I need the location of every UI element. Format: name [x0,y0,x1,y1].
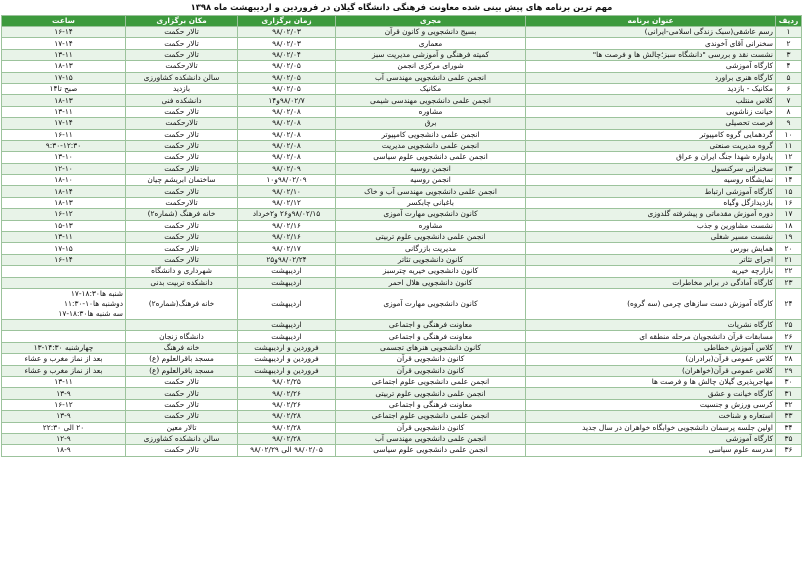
cell-title: رسم عاشقی(سبک زندگی اسلامی-ایرانی) [526,27,776,38]
cell-time: ۱۶-۱۲ [2,209,126,220]
cell-num: ۱۴ [776,175,802,186]
cell-title: نشست نقد و بررسی "دانشگاه سبز؛چالش ها و فرصت ها" [526,49,776,60]
cell-title: مهاجرپذیری گیلان چالش ها و فرصت ها [526,376,776,387]
cell-num: ۳۲ [776,399,802,410]
cell-time: ۱۷-۱۵ [2,72,126,83]
cell-place: تالار حکمت [126,49,238,60]
cell-title: کلاس عمومی قرآن(برادران) [526,354,776,365]
table-row [2,163,802,174]
cell-place: مسجد باقرالعلوم (ع) [126,354,238,365]
table-row [2,433,802,444]
cell-place: تالار حکمت [126,243,238,254]
cell-date: ۹۸/۰۲/۰۵ الی ۹۸/۰۲/۲۹ [238,445,336,456]
header-title: عنوان برنامه [526,16,776,27]
cell-title: اجرای تئاتر [526,254,776,265]
cell-organizer: کانون دانشجویی تئاتر [336,254,526,265]
cell-time: ۱۷-۱۵ [2,243,126,254]
cell-place: سالن دانشکده کشاورزی [126,433,238,444]
cell-place: خانه فرهنگ(شماره۲) [126,288,238,319]
cell-organizer: کمیته فرهنگی و آموزشی مدیریت سبز [336,49,526,60]
cell-title: نمایشگاه روسیه [526,175,776,186]
table-row [2,209,802,220]
cell-time: ۱۳-۹ [2,388,126,399]
cell-place: بازدید [126,83,238,94]
cell-organizer: انجمن علمی دانشجویی مهندسی شیمی [336,95,526,106]
cell-time: ۱۸-۱۳ [2,61,126,72]
cell-date: فروردین و اردیبهشت [238,342,336,353]
cell-num: ۳ [776,49,802,60]
cell-title: کارگاه آمادگی در برابر مخاطرات [526,277,776,288]
cell-num: ۱۰ [776,129,802,140]
cell-title: نشست مشاورین و جذب [526,220,776,231]
cell-organizer: کانون دانشجویی مهارت آموزی [336,288,526,319]
cell-time: ۹:۳۰-۱۲:۳۰ [2,140,126,151]
cell-organizer: معاونت فرهنگی و اجتماعی [336,319,526,330]
cell-title: اولین جلسه پرسمان دانشجویی خوابگاه خواهران در سال جدید [526,422,776,433]
cell-organizer: معاونت فرهنگی و اجتماعی [336,399,526,410]
cell-time: ۱۸-۱۴ [2,186,126,197]
cell-title: کرسی ورزش و جنسیت [526,399,776,410]
cell-title: گردهمایی گروه کامپیوتر [526,129,776,140]
cell-place: تالار حکمت [126,411,238,422]
cell-organizer: باغبانی چابکسر [336,197,526,208]
header-date: زمان برگزاری [238,16,336,27]
cell-num: ۳۱ [776,388,802,399]
cell-organizer: انجمن علمی دانشجویی علوم سیاسی [336,152,526,163]
cell-time: ۲۰ الی ۲۲:۳۰ [2,422,126,433]
table-row [2,354,802,365]
header-place: مکان برگزاری [126,16,238,27]
table-row [2,365,802,376]
cell-title: کارگاه نشریات [526,319,776,330]
cell-organizer: انجمن علمی دانشجویی مهندسی آب و خاک [336,186,526,197]
cell-date: ۹۸/۰۲/۰۸ [238,118,336,129]
table-row [2,399,802,410]
cell-num: ۲۳ [776,277,802,288]
cell-organizer: مدیریت بازرگانی [336,243,526,254]
header-time: ساعت [2,16,126,27]
cell-num: ۹ [776,118,802,129]
cell-place: تالار حکمت [126,376,238,387]
cell-time [2,319,126,330]
cell-date: ۹۸/۰۲/۰۸ [238,152,336,163]
cell-title: کلاس آموزش خطاطی [526,342,776,353]
cell-date: ۹۸/۰۲/۰۸ [238,129,336,140]
cell-organizer: برق [336,118,526,129]
cell-title: استعاره و شناخت [526,411,776,422]
cell-title: کارگاه هنری براورد [526,72,776,83]
cell-date: اردیبهشت [238,331,336,342]
cell-place: تالار حکمت [126,232,238,243]
table-row [2,27,802,38]
cell-place: تالار حکمت [126,152,238,163]
cell-date: ۹۸/۰۲/۱۵و۲۶ و۲خرداد [238,209,336,220]
table-row [2,331,802,342]
cell-time: بعد از نماز مغرب و عشاء [2,365,126,376]
cell-title: بازدیدازگل وگیاه [526,197,776,208]
cell-title: فرصت تحصیلی [526,118,776,129]
cell-organizer: انجمن علمی دانشجویی مهندسی آب [336,433,526,444]
cell-place: تالار حکمت [126,445,238,456]
cell-place: تالار حکمت [126,388,238,399]
cell-num: ۳۵ [776,433,802,444]
cell-place: تالار حکمت [126,163,238,174]
cell-num: ۵ [776,72,802,83]
cell-organizer: کانون دانشجویی مهارت آموزی [336,209,526,220]
cell-time: ۱۳-۱۱ [2,376,126,387]
cell-num: ۲۰ [776,243,802,254]
cell-title: کارگاه آموزش دست سازهای چرمی (سه گروه) [526,288,776,319]
cell-organizer: انجمن علمی دانشجویی علوم اجتماعی [336,376,526,387]
cell-num: ۱۱ [776,140,802,151]
table-row [2,61,802,72]
cell-date: فروردین و اردیبهشت [238,365,336,376]
cell-time-line: شنبه ها۱۸:۳۰-۱۷ [70,288,123,298]
cell-num: ۷ [776,95,802,106]
table-row [2,232,802,243]
cell-title: خیانت زناشویی [526,106,776,117]
cell-place: تالار حکمت [126,140,238,151]
cell-organizer: معاونت فرهنگی و اجتماعی [336,331,526,342]
table-row [2,140,802,151]
table-row [2,129,802,140]
cell-date: فروردین و اردیبهشت [238,354,336,365]
cell-title: کارگاه خیانت و عشق [526,388,776,399]
table-body [2,27,802,457]
table-row [2,175,802,186]
cell-date: ۹۸/۰۲/۲۴و۲۵ [238,254,336,265]
cell-time: ۱۶-۱۴ [2,254,126,265]
cell-time: ۱۳-۱۱ [2,232,126,243]
cell-organizer: انجمن علمی دانشجویی علوم سیاسی [336,445,526,456]
cell-num: ۲۱ [776,254,802,265]
cell-time [2,288,126,319]
cell-organizer: مشاوره [336,220,526,231]
cell-place: دانشگاه زنجان [126,331,238,342]
cell-place: تالار حکمت [126,186,238,197]
cell-date: ۹۸/۰۲/۰۴ [238,49,336,60]
cell-num: ۲۲ [776,266,802,277]
page-title: مهم ترین برنامه های پیش بینی شده معاونت فرهنگی دانشگاه گیلان در فروردین و اردیبهشت ماه ۱۳۹۸ [190,2,613,12]
table-row [2,197,802,208]
cell-title: کارگاه آموزشی ارتباط [526,186,776,197]
table-row [2,152,802,163]
cell-organizer: انجمن علمی دانشجویی علوم تربیتی [336,388,526,399]
table-row [2,422,802,433]
table-row [2,49,802,60]
cell-place: تالارحکمت [126,118,238,129]
cell-time [2,266,126,277]
cell-time: چهارشنبه ۱۴:۳۰-۱۳ [2,342,126,353]
cell-place: خانه فرهنگ [126,342,238,353]
cell-organizer: انجمن علمی دانشجویی مهندسی آب [336,72,526,83]
table-row [2,72,802,83]
table-row [2,445,802,456]
cell-date: ۹۸/۰۲/۲۸ [238,433,336,444]
cell-place: دانشکده فنی [126,95,238,106]
cell-time: ۱۷-۱۴ [2,38,126,49]
cell-organizer: انجمن روسیه [336,175,526,186]
cell-num: ۱۶ [776,197,802,208]
cell-time: ۱۷-۱۴ [2,118,126,129]
table-row [2,411,802,422]
cell-num: ۳۰ [776,376,802,387]
table-row [2,95,802,106]
cell-time: ۱۶-۱۴ [2,27,126,38]
cell-num: ۲۴ [776,288,802,319]
cell-place: خانه فرهنگ (شماره۲) [126,209,238,220]
table-row [2,118,802,129]
cell-num: ۸ [776,106,802,117]
cell-organizer: انجمن روسیه [336,163,526,174]
cell-date: ۹۸/۰۲/۰۵ [238,83,336,94]
cell-time: بعد از نماز مغرب و عشاء [2,354,126,365]
cell-date: ۹۸/۰۲/۰۵ [238,72,336,83]
cell-title: کلاس منتلب [526,95,776,106]
cell-num: ۲ [776,38,802,49]
table-row [2,288,802,319]
cell-date: ۹۸/۰۲/۰۳ [238,27,336,38]
cell-num: ۱۳ [776,163,802,174]
cell-place: تالار حکمت [126,38,238,49]
cell-date: ۹۸/۰۲/۲۸ [238,411,336,422]
cell-num: ۱۹ [776,232,802,243]
cell-place: تالار حکمت [126,129,238,140]
cell-date: ۹۸/۰۲/۲۶ [238,388,336,399]
cell-title: دوره آموزش مقدماتی و پیشرفته گلدوزی [526,209,776,220]
cell-time [2,277,126,288]
table-row [2,342,802,353]
cell-date: اردیبهشت [238,288,336,319]
cell-date: ۹۸/۰۲/۱۶ [238,232,336,243]
cell-organizer: کانون دانشجویی قرآن [336,365,526,376]
cell-num: ۳۴ [776,422,802,433]
cell-organizer: انجمن علمی دانشجویی علوم تربیتی [336,232,526,243]
cell-date: ۹۸/۰۲/۰۸ [238,106,336,117]
cell-date: اردیبهشت [238,277,336,288]
cell-time: ۱۳-۱۱ [2,106,126,117]
schedule-table [1,15,802,457]
cell-organizer: مکانیک [336,83,526,94]
cell-num: ۳۳ [776,411,802,422]
header-num: ردیف [776,16,802,27]
cell-organizer: بسیج دانشجویی و کانون قرآن [336,27,526,38]
cell-organizer: مشاوره [336,106,526,117]
cell-title: سخنرانی سرکنسول [526,163,776,174]
cell-time: ۱۲-۱۰ [2,163,126,174]
cell-time: ۱۲-۹ [2,433,126,444]
cell-date: ۹۸/۰۲/۰۸ [238,140,336,151]
cell-title: یادواره شهدا جنگ ایران و عراق [526,152,776,163]
cell-time: ۱۶-۱۱ [2,129,126,140]
cell-time-line: دوشنبه ها۱۰-۱۱:۳۰ [64,298,123,308]
cell-date: ۹۸/۰۲/۱۲ [238,197,336,208]
cell-place: تالار حکمت [126,106,238,117]
table-row [2,106,802,117]
table-row [2,220,802,231]
cell-time: ۱۶-۱۲ [2,399,126,410]
cell-organizer: کانون دانشجویی هنرهای تجسمی [336,342,526,353]
cell-num: ۲۹ [776,365,802,376]
cell-date: ۹۸/۰۲/۰۵ [238,61,336,72]
cell-date: ۹۸/۰۲/۲۸ [238,422,336,433]
cell-date: ۹۸/۰۲/۱۰ [238,186,336,197]
cell-organizer: انجمن علمی دانشجویی کامپیوتر [336,129,526,140]
cell-place [126,319,238,330]
cell-place: مسجد باقرالعلوم (ع) [126,365,238,376]
cell-date: ۹۸/۰۲/۱۶ [238,220,336,231]
cell-title: مدرسه علوم سیاسی [526,445,776,456]
cell-num: ۲۷ [776,342,802,353]
header-organizer: مجری [336,16,526,27]
cell-time: ۱۸-۱۳ [2,95,126,106]
cell-organizer: شورای مرکزی انجمن [336,61,526,72]
cell-num: ۴ [776,61,802,72]
cell-time: ۱۸-۱۳ [2,197,126,208]
table-row [2,243,802,254]
cell-num: ۳۶ [776,445,802,456]
cell-place: تالار معین [126,422,238,433]
cell-place: تالار حکمت [126,399,238,410]
cell-title: کارگاه آموزشی [526,433,776,444]
cell-organizer: کانون دانشجویی قرآن [336,354,526,365]
cell-place: دانشکده تربیت بدنی [126,277,238,288]
cell-place: ساختمان ابریشم چیان [126,175,238,186]
cell-date: ۹۸/۰۲/۰۹ [238,163,336,174]
cell-date: ۹۸/۰۲/۰۳ [238,38,336,49]
cell-place: تالار حکمت [126,220,238,231]
cell-title: مسابقات قرآن دانشجویان مرحله منطقه ای [526,331,776,342]
cell-title: سخنرانی آقای آخوندی [526,38,776,49]
cell-date: ۹۸/۰۲/۷و۱۴ [238,95,336,106]
cell-title: کارگاه آموزشی [526,61,776,72]
cell-organizer: انجمن علمی دانشجویی مدیریت [336,140,526,151]
cell-place: تالار حکمت [126,254,238,265]
cell-place: تالار حکمت [126,27,238,38]
cell-time: صبح تا۱۴ [2,83,126,94]
table-header-row [2,16,802,27]
table-row [2,83,802,94]
table-row [2,319,802,330]
cell-title: نشست مسیر شغلی [526,232,776,243]
cell-num: ۲۸ [776,354,802,365]
cell-organizer: کانون دانشجویی هلال احمر [336,277,526,288]
table-row [2,388,802,399]
cell-place: شهرداری و دانشگاه [126,266,238,277]
table-row [2,38,802,49]
cell-title: مکانیک - بازدید [526,83,776,94]
cell-organizer: کانون دانشجویی قرآن [336,422,526,433]
cell-time: ۱۳-۹ [2,411,126,422]
cell-place: تالارحکمت [126,197,238,208]
schedule-page [0,1,803,561]
cell-place: سالن دانشکده کشاورزی [126,72,238,83]
cell-place: تالارحکمت [126,61,238,72]
cell-date: ۹۸/۰۲/۱۷ [238,243,336,254]
cell-organizer: انجمن علمی دانشجویی علوم اجتماعی [336,411,526,422]
cell-num: ۱۲ [776,152,802,163]
cell-time: ۱۸-۹ [2,445,126,456]
cell-date: ۹۸/۰۲/۲۵ [238,376,336,387]
cell-title: کلاس عمومی قرآن(خواهران) [526,365,776,376]
cell-title: گروه مدیریت صنعتی [526,140,776,151]
cell-title: بازارچه خیریه [526,266,776,277]
cell-num: ۲۵ [776,319,802,330]
cell-time: ۱۳-۱۱ [2,49,126,60]
cell-time-line: سه شنبه ها۱۸:۳۰-۱۷ [58,308,123,318]
cell-organizer: کانون دانشجویی خیریه چترسبز [336,266,526,277]
cell-time: ۱۳-۱۰ [2,152,126,163]
table-row [2,376,802,387]
cell-num: ۱۵ [776,186,802,197]
cell-num: ۱ [776,27,802,38]
cell-num: ۶ [776,83,802,94]
cell-time [2,331,126,342]
cell-num: ۲۶ [776,331,802,342]
table-row [2,254,802,265]
table-row [2,266,802,277]
cell-date: اردیبهشت [238,319,336,330]
cell-date: ۹۸/۰۲/۰۹و۱۰ [238,175,336,186]
cell-time: ۱۸-۱۰ [2,175,126,186]
cell-num: ۱۷ [776,209,802,220]
cell-organizer: معماری [336,38,526,49]
table-row [2,186,802,197]
table-row [2,277,802,288]
cell-date: اردیبهشت [238,266,336,277]
cell-num: ۱۸ [776,220,802,231]
cell-title: همایش بورس [526,243,776,254]
cell-time: ۱۵-۱۳ [2,220,126,231]
cell-date: ۹۸/۰۲/۲۶ [238,399,336,410]
